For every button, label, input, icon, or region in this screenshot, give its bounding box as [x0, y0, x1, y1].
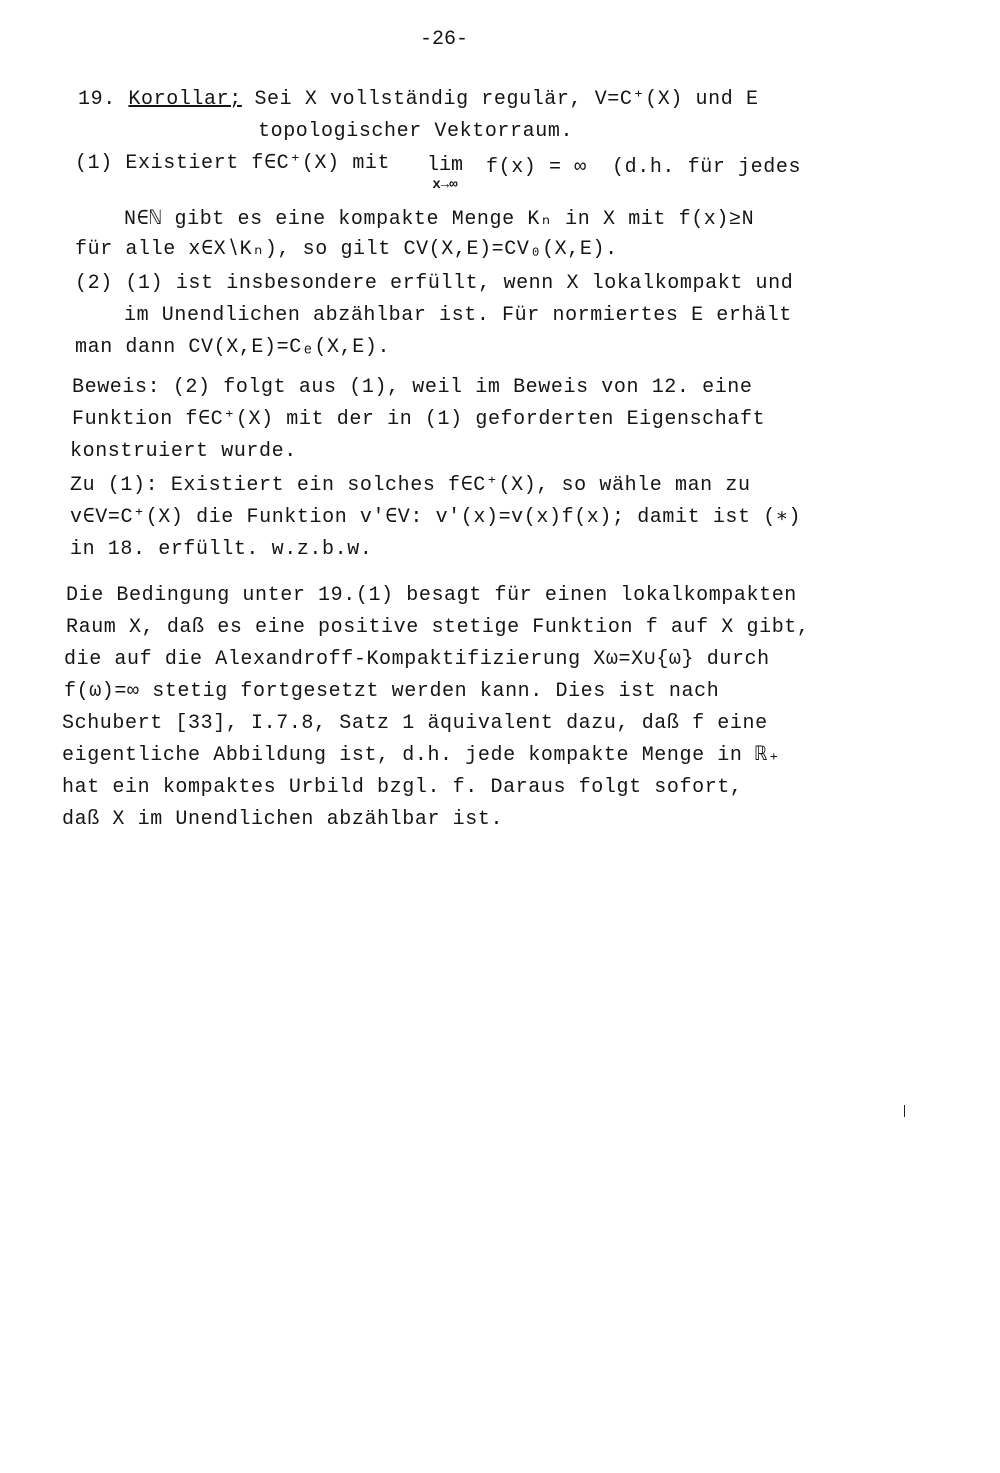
corollary-part2-line-1: (2) (1) ist insbesondere erfüllt, wenn X lokalkompakt und [75, 272, 794, 295]
corollary-part1-line-2: N∈ℕ gibt es eine kompakte Menge Kₙ in X mit f(x)≥N [124, 208, 755, 231]
margin-mark [904, 1105, 905, 1117]
limit-word: lim [426, 154, 463, 177]
proof-line-4: Zu (1): Existiert ein solches f∈C⁺(X), so wähle man zu [70, 474, 751, 497]
remark-line-5: Schubert [33], I.7.8, Satz 1 äquivalent dazu, daß f eine [62, 712, 768, 735]
limit-expression [410, 155, 480, 193]
page-number: -26- [420, 28, 469, 51]
corollary-part1-line-3: für alle x∈X∖Kₙ), so gilt CV(X,E)=CV₀(X,E). [75, 238, 618, 261]
corollary-text-1: Sei X vollständig regulär, V=C⁺(X) und E [254, 88, 759, 111]
corollary-title: Korollar; [128, 88, 242, 111]
corollary-line-2: topologischer Vektorraum. [258, 120, 574, 143]
remark-line-8: daß X im Unendlichen abzählbar ist. [62, 808, 504, 831]
corollary-line-1 [78, 88, 759, 112]
remark-line-2: Raum X, daß es eine positive stetige Funktion f auf X gibt, [66, 616, 810, 639]
corollary-part2-line-2: im Unendlichen abzählbar ist. Für normiertes E erhält [124, 304, 792, 327]
remark-line-4: f(ω)=∞ stetig fortgesetzt werden kann. Dies ist nach [64, 680, 720, 703]
remark-line-3: die auf die Alexandroff-Kompaktifizierung Xω=X∪{ω} durch [64, 648, 770, 671]
corollary-number: 19. [78, 88, 116, 111]
proof-line-2: Funktion f∈C⁺(X) mit der in (1) geforderten Eigenschaft [72, 408, 766, 431]
proof-line-3: konstruiert wurde. [70, 440, 297, 463]
corollary-part1-start: (1) Existiert f∈C⁺(X) mit [75, 152, 391, 175]
remark-line-7: hat ein kompaktes Urbild bzgl. f. Daraus folgt sofort, [62, 776, 743, 799]
remark-line-6: eigentliche Abbildung ist, d.h. jede kompakte Menge in ℝ₊ [62, 744, 781, 767]
proof-line-5: v∈V=C⁺(X) die Funktion v'∈V: v'(x)=v(x)f(x); damit ist (∗) [70, 506, 802, 529]
corollary-part2-line-3: man dann CV(X,E)=Cₑ(X,E). [75, 336, 391, 359]
corollary-part1-end: f(x) = ∞ (d.h. für jedes [486, 156, 802, 179]
proof-line-6: in 18. erfüllt. w.z.b.w. [70, 538, 373, 561]
remark-line-1: Die Bedingung unter 19.(1) besagt für einen lokalkompakten [66, 584, 797, 607]
limit-subscript: x→∞ [432, 177, 458, 193]
proof-line-1: Beweis: (2) folgt aus (1), weil im Beweis von 12. eine [72, 376, 753, 399]
